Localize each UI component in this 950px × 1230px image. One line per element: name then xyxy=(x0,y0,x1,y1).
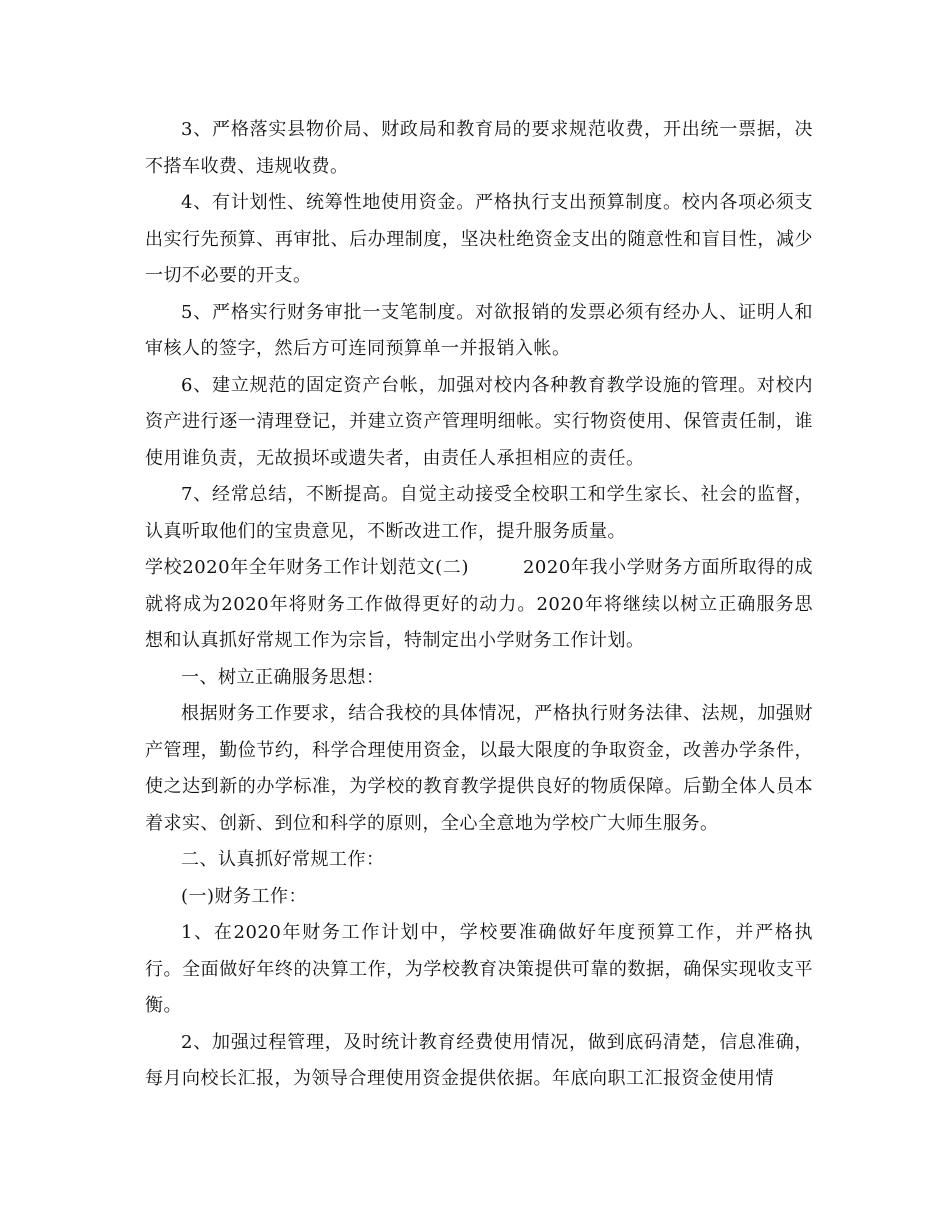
paragraph-item-3: 3、严格落实县物价局、财政局和教育局的要求规范收费，开出统一票据，决不搭车收费、违规收费。 xyxy=(145,119,813,177)
heading-service-thinking: 一、树立正确服务思想： xyxy=(181,666,385,688)
paragraph-service-thinking: 根据财务工作要求，结合我校的具体情况，严格执行财务法律、法规，加强财产管理，勤俭节约，科学合理使用资金，以最大限度的争取资金，改善办学条件，使之达到新的办学标准，为学校的教育教学提供良好的物质保障。后勤全体人员本着求实、创新、到位和科学的原则，全心全意地为学校广大师生服务。 xyxy=(145,703,813,834)
paragraph-item-4: 4、有计划性、统筹性地使用资金。严格执行支出预算制度。校内各项必须支出实行先预算、再审批、后办理制度，坚决杜绝资金支出的随意性和盲目性，减少一切不必要的开支。 xyxy=(145,192,813,286)
heading-routine-work: 二、认真抓好常规工作： xyxy=(181,849,385,870)
paragraph-item-7: 7、经常总结，不断提高。自觉主动接受全校职工和学生家长、社会的监督，认真听取他们的宝贵意见，不断改进工作，提升服务质量。 xyxy=(145,484,813,542)
paragraph-finance-item-1: 1、在2020年财务工作计划中，学校要准确做好年度预算工作，并严格执行。全面做好年终的决算工作，为学校教育决策提供可靠的数据，确保实现收支平衡。 xyxy=(145,922,813,1016)
paragraph-item-5: 5、严格实行财务审批一支笔制度。对欲报销的发票必须有经办人、证明人和审核人的签字，然后方可连同预算单一并报销入帐。 xyxy=(145,301,813,359)
section-title-paragraph xyxy=(145,550,813,660)
subheading-finance-work: (一)财务工作： xyxy=(181,885,308,907)
section-intro-text: 2020年我小学财务方面所取得的成就将成为2020年将财务工作做得更好的动力。2020年将继续以树立正确服务思想和认真抓好常规工作为宗旨，特制定出小学财务工作计划。 xyxy=(145,557,813,651)
paragraph-finance-item-2: 2、加强过程管理，及时统计教育经费使用情况，做到底码清楚，信息准确，每月向校长汇报，为领导合理使用资金提供依据。年底向职工汇报资金使用情 xyxy=(145,1031,813,1089)
section-title: 学校2020年全年财务工作计划范文(二) xyxy=(145,557,469,578)
paragraph-item-6: 6、建立规范的固定资产台帐，加强对校内各种教育教学设施的管理。对校内资产进行逐一清理登记，并建立资产管理明细帐。实行物资使用、保管责任制，谁使用谁负责，无故损坏或遗失者，由责任人承担相应的责任。 xyxy=(145,374,813,469)
document-body xyxy=(145,112,813,1098)
